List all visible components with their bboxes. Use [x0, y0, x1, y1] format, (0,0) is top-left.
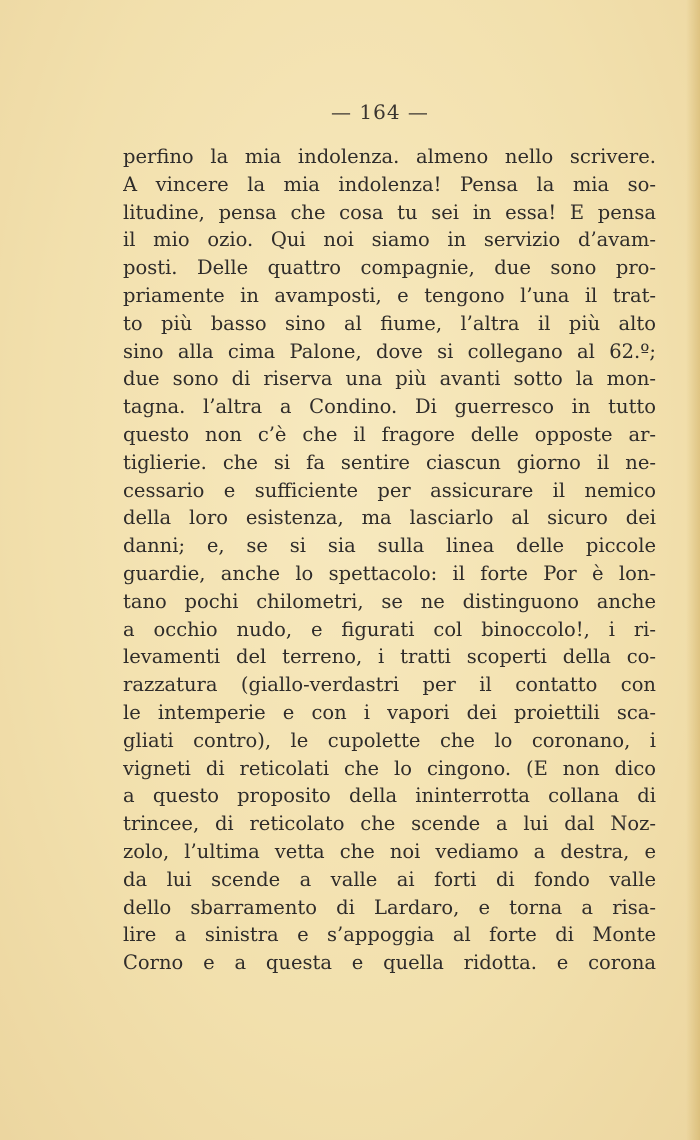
text-line: due sono di riserva una più avanti sotto la mon- — [123, 367, 656, 391]
text-line: priamente in avamposti, e tengono l’una il trat- — [123, 283, 656, 307]
text-line: tagna. l’altra a Condino. Di guerresco in tutto — [123, 395, 656, 419]
text-line: perfino la mia indolenza. almeno nello scrivere. — [123, 145, 656, 168]
text-line: della loro esistenza, ma lasciarlo al sicuro dei — [123, 506, 656, 530]
text-line: le intemperie e con i vapori dei proiettili sca- — [123, 700, 656, 724]
text-line: guardie, anche lo spettacolo: il forte Por è lon- — [123, 561, 656, 585]
page-number: — 164 — — [331, 100, 429, 124]
text-line: lire a sinistra e s’appoggia al forte di Monte — [123, 923, 656, 947]
text-line: il mio ozio. Qui noi siamo in servizio d’avam- — [123, 228, 656, 252]
text-line: vigneti di reticolati che lo cingono. (E non dico — [123, 756, 656, 780]
text-line: zolo, l’ultima vetta che noi vediamo a destra, e — [123, 839, 656, 863]
text-line: litudine, pensa che cosa tu sei in essa! E pensa — [123, 200, 656, 224]
text-line: tano pochi chilometri, se ne distinguono anche — [123, 589, 656, 613]
text-line: A vincere la mia indolenza! Pensa la mia so- — [123, 172, 656, 196]
body-text — [123, 143, 656, 977]
text-line: a occhio nudo, e figurati col binoccolo!, i ri- — [123, 617, 656, 641]
text-line: questo non c’è che il fragore delle opposte ar- — [123, 422, 656, 446]
text-line: Corno e a questa e quella ridotta. e corona — [123, 951, 656, 975]
text-line: a questo proposito della ininterrotta collana di — [123, 784, 656, 808]
text-line: posti. Delle quattro compagnie, due sono pro- — [123, 256, 656, 280]
text-line: razzatura (giallo-verdastri per il contatto con — [123, 673, 656, 697]
text-line: to più basso sino al fiume, l’altra il più alto — [123, 311, 656, 335]
text-line: danni; e, se si sia sulla linea delle piccole — [123, 534, 656, 558]
text-line: da lui scende a valle ai forti di fondo valle — [123, 867, 656, 891]
text-line: levamenti del terreno, i tratti scoperti della co- — [123, 645, 656, 669]
text-line: gliati contro), le cupolette che lo coronano, i — [123, 728, 656, 752]
text-line: trincee, di reticolato che scende a lui dal Noz- — [123, 812, 656, 836]
page-edge-shadow — [686, 0, 700, 1140]
text-line: cessario e sufficiente per assicurare il nemico — [123, 478, 656, 502]
text-line: dello sbarramento di Lardaro, e torna a risa- — [123, 895, 656, 919]
text-line: tiglierie. che si fa sentire ciascun giorno il ne- — [123, 450, 656, 474]
text-line: sino alla cima Palone, dove si collegano al 62.º; — [123, 339, 656, 363]
